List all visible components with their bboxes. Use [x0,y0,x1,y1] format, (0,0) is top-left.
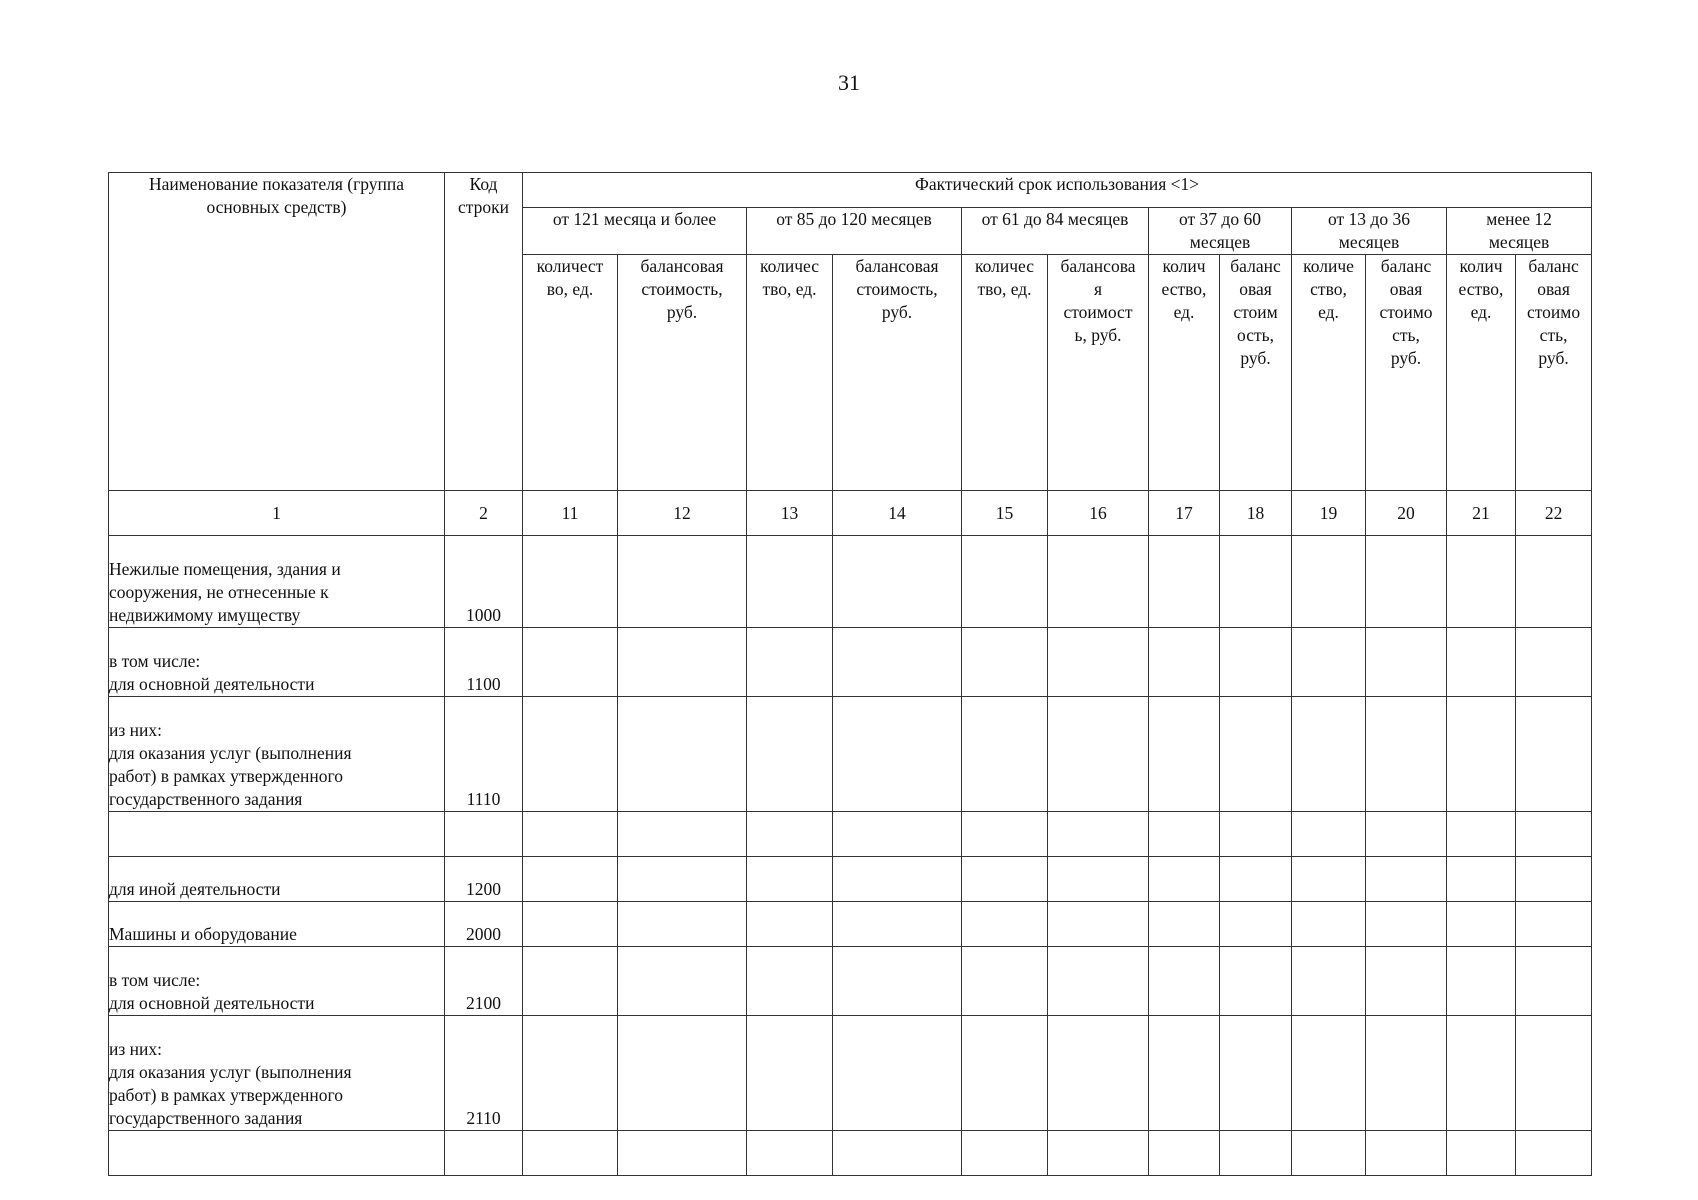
quantity-cell[interactable] [747,857,833,902]
quantity-cell[interactable] [1149,812,1220,857]
book-value-cell[interactable] [1048,902,1149,947]
quantity-cell[interactable] [747,1131,833,1176]
quantity-cell[interactable] [1447,536,1516,628]
header-period: от 13 до 36 месяцев [1292,208,1447,255]
header-period: от 121 месяца и более [523,208,747,255]
quantity-cell[interactable] [962,1131,1048,1176]
book-value-cell[interactable] [1366,947,1447,1016]
book-value-cell[interactable] [1048,857,1149,902]
quantity-cell[interactable] [523,812,618,857]
header-period: от 85 до 120 месяцев [747,208,962,255]
quantity-cell[interactable] [1149,947,1220,1016]
header-period: от 37 до 60 месяцев [1149,208,1292,255]
row-code: 2000 [445,902,523,947]
book-value-cell[interactable] [1220,857,1292,902]
quantity-cell[interactable] [1292,628,1366,697]
quantity-cell[interactable] [1292,1131,1366,1176]
header-quantity: количест во, ед. [523,255,618,491]
book-value-cell[interactable] [833,947,962,1016]
book-value-cell[interactable] [1220,902,1292,947]
row-indicator-name [109,812,445,857]
table-row [109,628,1592,697]
quantity-cell[interactable] [747,536,833,628]
quantity-cell[interactable] [523,857,618,902]
header-book-value: баланс овая стоимо сть, руб. [1516,255,1592,491]
row-code: 1100 [445,628,523,697]
book-value-cell[interactable] [1366,1131,1447,1176]
quantity-cell[interactable] [747,628,833,697]
row-indicator-name: в том числе: для основной деятельности [109,947,445,1016]
quantity-cell[interactable] [962,857,1048,902]
row-indicator-name: Машины и оборудование [109,902,445,947]
book-value-cell[interactable] [618,812,747,857]
book-value-cell[interactable] [1220,1016,1292,1131]
quantity-cell[interactable] [1447,697,1516,812]
column-number: 12 [618,491,747,536]
book-value-cell[interactable] [618,536,747,628]
quantity-cell[interactable] [1292,902,1366,947]
column-number: 16 [1048,491,1149,536]
book-value-cell[interactable] [1516,1131,1592,1176]
book-value-cell[interactable] [618,1131,747,1176]
book-value-cell[interactable] [1220,536,1292,628]
quantity-cell[interactable] [523,947,618,1016]
table-row [109,857,1592,902]
quantity-cell[interactable] [747,947,833,1016]
book-value-cell[interactable] [1516,812,1592,857]
column-number: 21 [1447,491,1516,536]
book-value-cell[interactable] [833,812,962,857]
quantity-cell[interactable] [1447,857,1516,902]
book-value-cell[interactable] [1366,812,1447,857]
book-value-cell[interactable] [618,857,747,902]
quantity-cell[interactable] [1292,1016,1366,1131]
book-value-cell[interactable] [1048,536,1149,628]
row-indicator-name [109,1131,445,1176]
book-value-cell[interactable] [833,628,962,697]
quantity-cell[interactable] [1292,536,1366,628]
quantity-cell[interactable] [1149,1016,1220,1131]
header-book-value: балансовая стоимость, руб. [618,255,747,491]
table-row [109,812,1592,857]
table-row [109,947,1592,1016]
book-value-cell[interactable] [1220,628,1292,697]
quantity-cell[interactable] [523,1016,618,1131]
book-value-cell[interactable] [1366,536,1447,628]
book-value-cell[interactable] [1048,697,1149,812]
quantity-cell[interactable] [1149,628,1220,697]
book-value-cell[interactable] [1516,902,1592,947]
column-number: 20 [1366,491,1447,536]
book-value-cell[interactable] [1516,947,1592,1016]
book-value-cell[interactable] [1516,536,1592,628]
book-value-cell[interactable] [1048,628,1149,697]
header-quantity: количе ство, ед. [1292,255,1366,491]
header-period: от 61 до 84 месяцев [962,208,1149,255]
row-code [445,1131,523,1176]
row-code: 1200 [445,857,523,902]
quantity-cell[interactable] [962,812,1048,857]
book-value-cell[interactable] [1516,628,1592,697]
quantity-cell[interactable] [1292,812,1366,857]
quantity-cell[interactable] [1149,697,1220,812]
book-value-cell[interactable] [1048,812,1149,857]
header-book-value: балансова я стоимост ь, руб. [1048,255,1149,491]
row-code [445,812,523,857]
row-code: 2110 [445,1016,523,1131]
quantity-cell[interactable] [1447,947,1516,1016]
column-number: 14 [833,491,962,536]
book-value-cell[interactable] [1516,1016,1592,1131]
quantity-cell[interactable] [1292,697,1366,812]
quantity-cell[interactable] [1447,812,1516,857]
book-value-cell[interactable] [1220,947,1292,1016]
book-value-cell[interactable] [1516,697,1592,812]
quantity-cell[interactable] [1149,857,1220,902]
header-quantity: количес тво, ед. [747,255,833,491]
book-value-cell[interactable] [1366,857,1447,902]
row-indicator-name: из них: для оказания услуг (выполнения работ) в рамках утвержденного государственного задания [109,1016,445,1131]
quantity-cell[interactable] [962,902,1048,947]
column-number: 1 [109,491,445,536]
column-number: 15 [962,491,1048,536]
book-value-cell[interactable] [1366,1016,1447,1131]
book-value-cell[interactable] [833,536,962,628]
book-value-cell[interactable] [618,1016,747,1131]
book-value-cell[interactable] [1366,697,1447,812]
header-period: менее 12 месяцев [1447,208,1592,255]
book-value-cell[interactable] [1048,1131,1149,1176]
row-code: 2100 [445,947,523,1016]
book-value-cell[interactable] [1516,857,1592,902]
table-row [109,902,1592,947]
quantity-cell[interactable] [523,697,618,812]
quantity-cell[interactable] [523,1131,618,1176]
row-code: 1110 [445,697,523,812]
book-value-cell[interactable] [1048,1016,1149,1131]
book-value-cell[interactable] [833,1131,962,1176]
book-value-cell[interactable] [1366,902,1447,947]
quantity-cell[interactable] [747,812,833,857]
quantity-cell[interactable] [1447,902,1516,947]
book-value-cell[interactable] [833,902,962,947]
quantity-cell[interactable] [747,1016,833,1131]
fixed-assets-usage-table [108,172,1592,1176]
quantity-cell[interactable] [962,697,1048,812]
row-indicator-name: Нежилые помещения, здания и сооружения, не отнесенные к недвижимому имуществу [109,536,445,628]
book-value-cell[interactable] [618,697,747,812]
book-value-cell[interactable] [1048,947,1149,1016]
column-number: 19 [1292,491,1366,536]
quantity-cell[interactable] [1447,628,1516,697]
book-value-cell[interactable] [833,1016,962,1131]
book-value-cell[interactable] [833,857,962,902]
quantity-cell[interactable] [747,902,833,947]
book-value-cell[interactable] [1366,628,1447,697]
header-indicator-name: Наименование показателя (группа основных средств) [109,173,445,491]
book-value-cell[interactable] [618,628,747,697]
column-number: 11 [523,491,618,536]
table-row [109,1016,1592,1131]
column-number: 17 [1149,491,1220,536]
book-value-cell[interactable] [618,902,747,947]
header-book-value: баланс овая стоимо сть, руб. [1366,255,1447,491]
quantity-cell[interactable] [962,947,1048,1016]
header-quantity: количес тво, ед. [962,255,1048,491]
row-indicator-name: для иной деятельности [109,857,445,902]
quantity-cell[interactable] [523,628,618,697]
header-row-code: Код строки [445,173,523,491]
row-indicator-name: из них: для оказания услуг (выполнения работ) в рамках утвержденного государственного задания [109,697,445,812]
quantity-cell[interactable] [747,697,833,812]
book-value-cell[interactable] [1220,697,1292,812]
quantity-cell[interactable] [1447,1016,1516,1131]
book-value-cell[interactable] [618,947,747,1016]
row-indicator-name: в том числе: для основной деятельности [109,628,445,697]
quantity-cell[interactable] [962,628,1048,697]
quantity-cell[interactable] [1149,536,1220,628]
row-code: 1000 [445,536,523,628]
column-number: 2 [445,491,523,536]
quantity-cell[interactable] [1292,857,1366,902]
table-row [109,697,1592,812]
header-quantity: колич ество, ед. [1447,255,1516,491]
column-number: 22 [1516,491,1592,536]
quantity-cell[interactable] [1149,902,1220,947]
header-book-value: балансовая стоимость, руб. [833,255,962,491]
quantity-cell[interactable] [523,902,618,947]
quantity-cell[interactable] [962,536,1048,628]
quantity-cell[interactable] [523,536,618,628]
book-value-cell[interactable] [833,697,962,812]
book-value-cell[interactable] [1220,1131,1292,1176]
quantity-cell[interactable] [962,1016,1048,1131]
header-book-value: баланс овая стоим ость, руб. [1220,255,1292,491]
table-row [109,1131,1592,1176]
header-quantity: колич ество, ед. [1149,255,1220,491]
header-actual-usage-period: Фактический срок использования <1> [523,173,1592,208]
column-number: 18 [1220,491,1292,536]
quantity-cell[interactable] [1292,947,1366,1016]
quantity-cell[interactable] [1149,1131,1220,1176]
column-number: 13 [747,491,833,536]
table-row [109,536,1592,628]
book-value-cell[interactable] [1220,812,1292,857]
quantity-cell[interactable] [1447,1131,1516,1176]
page-number: 31 [838,70,860,95]
